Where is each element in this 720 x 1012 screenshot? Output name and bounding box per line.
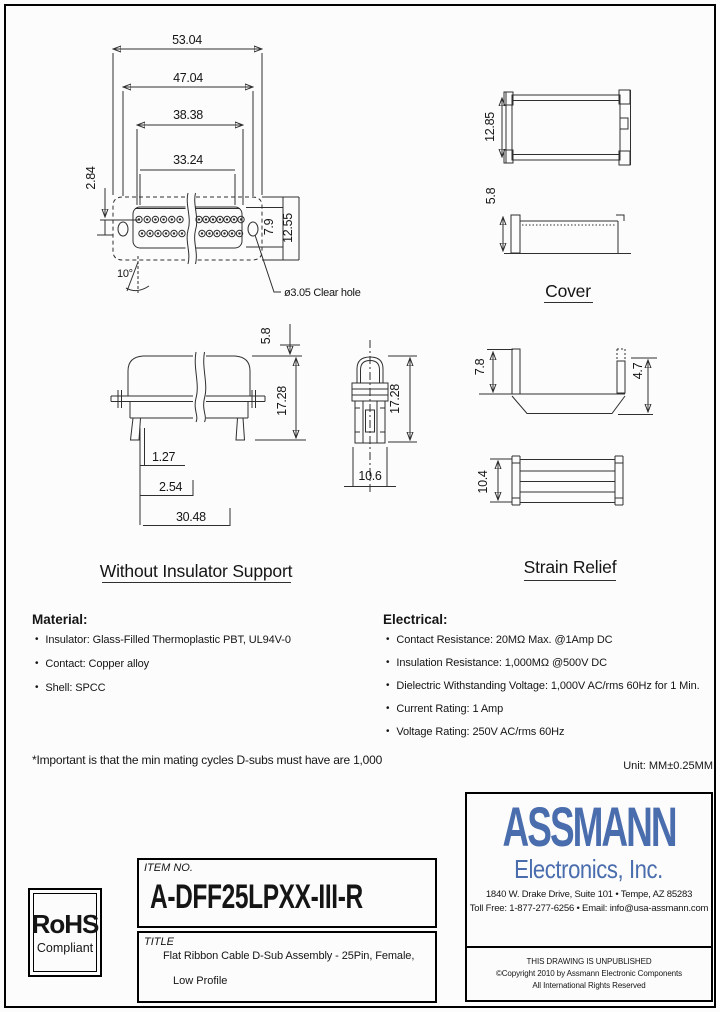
- dim-2-54: 2.54: [159, 480, 183, 494]
- title-box: [137, 931, 437, 1003]
- electrical-heading: Electrical:: [383, 612, 448, 627]
- without-insulator-drawing: [100, 324, 306, 583]
- material-heading: Material:: [32, 612, 88, 627]
- dim-7-8: 7.8: [473, 358, 487, 376]
- legal-box: [467, 946, 711, 1000]
- material-item: • Insulator: Glass-Filled Thermoplastic PBT, UL94V-0: [32, 634, 377, 646]
- rohs-label: RoHS: [31, 909, 99, 939]
- dim-2-84: 2.84: [84, 166, 98, 190]
- title-label: TITLE: [144, 936, 174, 948]
- company-contact: Toll Free: 1-877-277-6256 • Email: info@usa-assmann.com: [469, 903, 709, 914]
- company-logo-text: ASSMANN: [502, 795, 676, 858]
- company-subname: Electronics, Inc.: [514, 854, 664, 884]
- dim-17-28-side: 17.28: [275, 386, 289, 416]
- dim-5-8-cover: 5.8: [484, 187, 498, 205]
- rohs-compliant-label: Compliant: [36, 941, 94, 955]
- mating-cycles-note: *Important is that the min mating cycles D-subs must have are 1,000: [32, 753, 383, 767]
- item-number-box: [137, 858, 437, 928]
- cover-label: Cover: [545, 281, 591, 301]
- item-no-label: ITEM NO.: [144, 862, 193, 874]
- dim-30-48: 30.48: [176, 510, 206, 524]
- electrical-item: • Contact Resistance: 20MΩ Max. @1Amp DC: [383, 634, 715, 646]
- part-number: A-DFF25LPXX-III-R: [150, 878, 363, 916]
- dim-38-38: 38.38: [173, 108, 203, 122]
- unit-note: Unit: MM±0.25MM: [623, 760, 713, 772]
- material-section: [32, 612, 377, 706]
- material-item: • Shell: SPCC: [32, 682, 377, 694]
- title-line2: Low Profile: [173, 975, 228, 987]
- dim-10-4: 10.4: [476, 470, 490, 494]
- without-insulator-label: Without Insulator Support: [99, 561, 293, 581]
- legal-line2: ©Copyright 2010 by Assmann Electronic Components: [495, 969, 683, 978]
- rohs-inner-box: [33, 893, 97, 972]
- electrical-item: • Dielectric Withstanding Voltage: 1,000V AC/rms 60Hz for 1 Min.: [383, 680, 715, 692]
- dim-7-9: 7.9: [262, 218, 276, 236]
- dim-10-6: 10.6: [358, 469, 382, 483]
- material-item: • Contact: Copper alloy: [32, 658, 377, 670]
- dim-5-8-wis: 5.8: [259, 327, 273, 345]
- electrical-item: • Voltage Rating: 250V AC/rms 60Hz: [383, 726, 715, 738]
- dim-33-24: 33.24: [173, 153, 203, 167]
- dim-1-27: 1.27: [152, 450, 176, 464]
- cover-drawing: [483, 90, 631, 303]
- strain-relief-label: Strain Relief: [523, 557, 617, 577]
- legal-line3: All International Rights Reserved: [532, 981, 646, 990]
- front-view-drawing: [84, 33, 361, 299]
- mounting-hole-right: [248, 222, 258, 236]
- dim-12-55: 12.55: [281, 213, 295, 243]
- strain-relief-drawing: [473, 349, 657, 581]
- mounting-hole-left: [118, 222, 128, 236]
- dim-4-7: 4.7: [631, 362, 645, 380]
- dim-17-28-end: 17.28: [388, 384, 402, 414]
- dim-angle-10: 10°: [117, 268, 133, 280]
- rohs-badge: [28, 888, 102, 977]
- electrical-section: [383, 612, 715, 749]
- title-line1: Flat Ribbon Cable D-Sub Assembly - 25Pin, Female,: [163, 950, 415, 962]
- end-view-drawing: [344, 340, 417, 492]
- electrical-item: • Current Rating: 1 Amp: [383, 703, 715, 715]
- legal-line1: THIS DRAWING IS UNPUBLISHED: [526, 957, 652, 966]
- company-block: [465, 792, 713, 1002]
- dim-12-85: 12.85: [483, 112, 497, 142]
- clear-hole-note: ø3.05 Clear hole: [284, 287, 361, 299]
- dim-47-04: 47.04: [173, 71, 203, 85]
- company-address: 1840 W. Drake Drive, Suite 101 • Tempe, AZ 85283: [485, 889, 693, 900]
- electrical-item: • Insulation Resistance: 1,000MΩ @500V DC: [383, 657, 715, 669]
- dim-53-04: 53.04: [172, 33, 202, 47]
